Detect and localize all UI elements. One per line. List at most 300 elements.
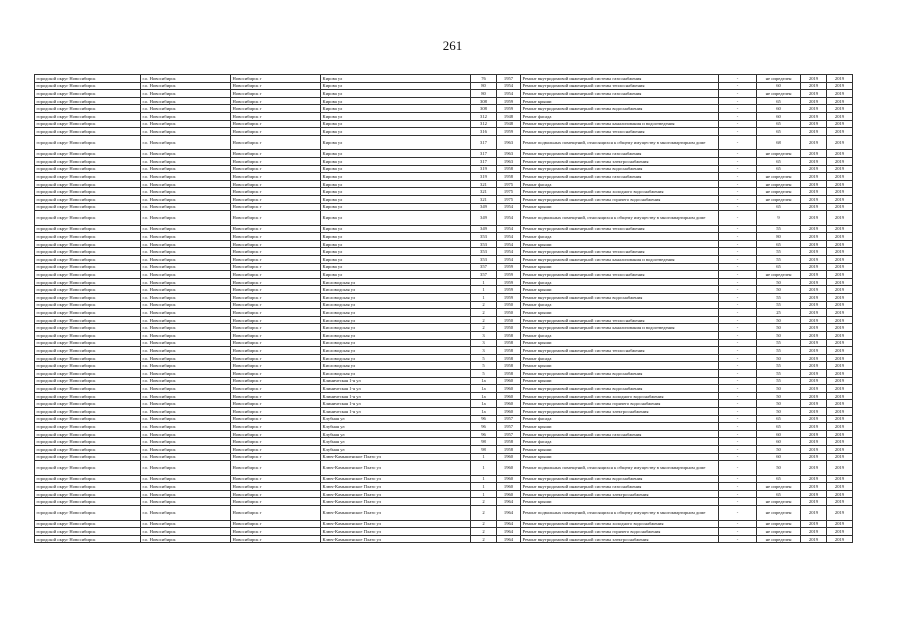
settlement-cell: г.о. Новосибирск (141, 423, 231, 431)
build-year-cell: 1958 (497, 438, 521, 446)
repair-type-cell: Ремонт подвальных помещений, относящихся к общему имуществу в многоквартирном доме (521, 211, 719, 226)
settlement-cell: г.о. Новосибирск (141, 203, 231, 211)
municipality-cell: городской округ Новосибирск (35, 324, 141, 332)
settlement-cell: г.о. Новосибирск (141, 90, 231, 98)
municipality-cell: городской округ Новосибирск (35, 225, 141, 233)
plan-start-cell: 2019 (801, 347, 827, 355)
dash-cell: - (719, 263, 757, 271)
repair-type-cell: Ремонт внутридомовой инженерной системы горячего водоснабжения (521, 195, 719, 203)
build-year-cell: 1958 (497, 445, 521, 453)
plan-end-cell: 2019 (827, 453, 853, 461)
house-number-cell: 96 (471, 423, 497, 431)
street-cell: Кирова ул (321, 233, 471, 241)
plan-start-cell: 2019 (801, 225, 827, 233)
table-row (35, 90, 853, 98)
repair-type-cell: Ремонт фасада (521, 180, 719, 188)
repair-type-cell: Ремонт внутридомовой инженерной системы теплоснабжения (521, 128, 719, 136)
wear-cell: не определен (757, 180, 801, 188)
dash-cell: - (719, 97, 757, 105)
build-year-cell: 1954 (497, 82, 521, 90)
plan-end-cell: 2019 (827, 483, 853, 491)
plan-end-cell: 2019 (827, 128, 853, 136)
municipality-cell: городской округ Новосибирск (35, 112, 141, 120)
city-cell: Новосибирск г (231, 278, 321, 286)
repair-type-cell: Ремонт внутридомовой инженерной системы водоснабжения (521, 475, 719, 483)
build-year-cell: 1958 (497, 332, 521, 340)
house-number-cell: 2 (471, 324, 497, 332)
city-cell: Новосибирск г (231, 301, 321, 309)
repair-type-cell: Ремонт крыши (521, 423, 719, 431)
plan-end-cell: 2019 (827, 195, 853, 203)
plan-end-cell: 2019 (827, 294, 853, 302)
dash-cell: - (719, 498, 757, 506)
repair-type-cell: Ремонт фасада (521, 233, 719, 241)
municipality-cell: городской округ Новосибирск (35, 294, 141, 302)
plan-end-cell: 2019 (827, 490, 853, 498)
table-row (35, 263, 853, 271)
repair-type-cell: Ремонт внутридомовой инженерной системы газоснабжения (521, 90, 719, 98)
city-cell: Новосибирск г (231, 347, 321, 355)
plan-end-cell: 2019 (827, 438, 853, 446)
dash-cell: - (719, 453, 757, 461)
house-number-cell: 317 (471, 135, 497, 150)
wear-cell: 55 (757, 347, 801, 355)
house-number-cell: 317 (471, 150, 497, 158)
house-number-cell: 2 (471, 498, 497, 506)
house-number-cell: 1 (471, 483, 497, 491)
house-number-cell: 349 (471, 211, 497, 226)
repair-type-cell: Ремонт крыши (521, 97, 719, 105)
settlement-cell: г.о. Новосибирск (141, 165, 231, 173)
dash-cell: - (719, 240, 757, 248)
plan-start-cell: 2019 (801, 203, 827, 211)
settlement-cell: г.о. Новосибирск (141, 528, 231, 536)
city-cell: Новосибирск г (231, 97, 321, 105)
dash-cell: - (719, 316, 757, 324)
build-year-cell: 1957 (497, 415, 521, 423)
street-cell: Кирова ул (321, 120, 471, 128)
settlement-cell: г.о. Новосибирск (141, 82, 231, 90)
city-cell: Новосибирск г (231, 309, 321, 317)
wear-cell: 50 (757, 461, 801, 476)
dash-cell: - (719, 324, 757, 332)
plan-end-cell: 2019 (827, 339, 853, 347)
dash-cell: - (719, 301, 757, 309)
street-cell: Кирова ул (321, 165, 471, 173)
repair-type-cell: Ремонт внутридомовой инженерной системы теплоснабжения (521, 316, 719, 324)
table-row (35, 430, 853, 438)
city-cell: Новосибирск г (231, 438, 321, 446)
house-number-cell: 353 (471, 256, 497, 264)
municipality-cell: городской округ Новосибирск (35, 430, 141, 438)
table-row (35, 173, 853, 181)
build-year-cell: 1959 (497, 97, 521, 105)
plan-end-cell: 2019 (827, 188, 853, 196)
plan-start-cell: 2019 (801, 271, 827, 279)
table-row (35, 316, 853, 324)
table-row (35, 120, 853, 128)
plan-start-cell: 2019 (801, 278, 827, 286)
repair-type-cell: Ремонт внутридомовой инженерной системы водоснабжения (521, 105, 719, 113)
city-cell: Новосибирск г (231, 150, 321, 158)
city-cell: Новосибирск г (231, 256, 321, 264)
dash-cell: - (719, 150, 757, 158)
house-number-cell: 3 (471, 347, 497, 355)
plan-start-cell: 2019 (801, 97, 827, 105)
wear-cell: 65 (757, 120, 801, 128)
plan-start-cell: 2019 (801, 461, 827, 476)
street-cell: Кирова ул (321, 105, 471, 113)
table-row (35, 240, 853, 248)
dash-cell: - (719, 461, 757, 476)
plan-end-cell: 2019 (827, 520, 853, 528)
wear-cell: 80 (757, 233, 801, 241)
table-row (35, 233, 853, 241)
repair-type-cell: Ремонт крыши (521, 445, 719, 453)
municipality-cell: городской округ Новосибирск (35, 377, 141, 385)
repair-type-cell: Ремонт внутридомовой инженерной системы холодного водоснабжения (521, 392, 719, 400)
city-cell: Новосибирск г (231, 453, 321, 461)
street-cell: Ключ-Камышенское Плато ул (321, 498, 471, 506)
dash-cell: - (719, 430, 757, 438)
house-number-cell: 2 (471, 535, 497, 543)
city-cell: Новосибирск г (231, 385, 321, 393)
street-cell: Кисловодская ул (321, 369, 471, 377)
street-cell: Кирова ул (321, 90, 471, 98)
city-cell: Новосибирск г (231, 75, 321, 83)
wear-cell: 50 (757, 407, 801, 415)
wear-cell: 65 (757, 490, 801, 498)
repair-schedule-table (34, 74, 853, 543)
city-cell: Новосибирск г (231, 105, 321, 113)
street-cell: Кирова ул (321, 225, 471, 233)
build-year-cell: 1960 (497, 377, 521, 385)
settlement-cell: г.о. Новосибирск (141, 415, 231, 423)
plan-end-cell: 2019 (827, 377, 853, 385)
dash-cell: - (719, 173, 757, 181)
dash-cell: - (719, 203, 757, 211)
plan-start-cell: 2019 (801, 483, 827, 491)
table-row (35, 483, 853, 491)
city-cell: Новосибирск г (231, 377, 321, 385)
house-number-cell: 319 (471, 165, 497, 173)
settlement-cell: г.о. Новосибирск (141, 211, 231, 226)
municipality-cell: городской округ Новосибирск (35, 120, 141, 128)
street-cell: Кирова ул (321, 97, 471, 105)
street-cell: Кисловодская ул (321, 316, 471, 324)
settlement-cell: г.о. Новосибирск (141, 506, 231, 521)
street-cell: Кисловодская ул (321, 339, 471, 347)
city-cell: Новосибирск г (231, 415, 321, 423)
city-cell: Новосибирск г (231, 483, 321, 491)
plan-end-cell: 2019 (827, 82, 853, 90)
municipality-cell: городской округ Новосибирск (35, 400, 141, 408)
street-cell: Клубная ул (321, 415, 471, 423)
wear-cell: 65 (757, 263, 801, 271)
settlement-cell: г.о. Новосибирск (141, 112, 231, 120)
city-cell: Новосибирск г (231, 211, 321, 226)
street-cell: Кисловодская ул (321, 309, 471, 317)
table-row (35, 105, 853, 113)
repair-type-cell: Ремонт крыши (521, 263, 719, 271)
table-row (35, 301, 853, 309)
plan-end-cell: 2019 (827, 423, 853, 431)
plan-end-cell: 2019 (827, 120, 853, 128)
house-number-cell: 1 (471, 490, 497, 498)
wear-cell: 55 (757, 248, 801, 256)
table-row (35, 445, 853, 453)
plan-start-cell: 2019 (801, 316, 827, 324)
settlement-cell: г.о. Новосибирск (141, 233, 231, 241)
plan-start-cell: 2019 (801, 438, 827, 446)
plan-end-cell: 2019 (827, 362, 853, 370)
build-year-cell: 1960 (497, 400, 521, 408)
wear-cell: 55 (757, 301, 801, 309)
plan-start-cell: 2019 (801, 82, 827, 90)
table-row (35, 309, 853, 317)
repair-type-cell: Ремонт фасада (521, 354, 719, 362)
build-year-cell: 1963 (497, 150, 521, 158)
house-number-cell: 5 (471, 354, 497, 362)
house-number-cell: 349 (471, 203, 497, 211)
repair-type-cell: Ремонт внутридомовой инженерной системы теплоснабжения (521, 271, 719, 279)
table-row (35, 490, 853, 498)
house-number-cell: 308 (471, 105, 497, 113)
plan-start-cell: 2019 (801, 354, 827, 362)
city-cell: Новосибирск г (231, 445, 321, 453)
settlement-cell: г.о. Новосибирск (141, 150, 231, 158)
wear-cell: 50 (757, 392, 801, 400)
street-cell: Кисловодская ул (321, 332, 471, 340)
plan-start-cell: 2019 (801, 385, 827, 393)
wear-cell: 65 (757, 97, 801, 105)
plan-start-cell: 2019 (801, 211, 827, 226)
house-number-cell: 98 (471, 438, 497, 446)
plan-end-cell: 2019 (827, 150, 853, 158)
plan-end-cell: 2019 (827, 256, 853, 264)
municipality-cell: городской округ Новосибирск (35, 90, 141, 98)
municipality-cell: городской округ Новосибирск (35, 301, 141, 309)
house-number-cell: 308 (471, 97, 497, 105)
settlement-cell: г.о. Новосибирск (141, 180, 231, 188)
plan-start-cell: 2019 (801, 377, 827, 385)
municipality-cell: городской округ Новосибирск (35, 506, 141, 521)
plan-start-cell: 2019 (801, 339, 827, 347)
city-cell: Новосибирск г (231, 271, 321, 279)
street-cell: Кирова ул (321, 248, 471, 256)
plan-end-cell: 2019 (827, 347, 853, 355)
city-cell: Новосибирск г (231, 188, 321, 196)
plan-end-cell: 2019 (827, 286, 853, 294)
plan-end-cell: 2019 (827, 430, 853, 438)
dash-cell: - (719, 490, 757, 498)
build-year-cell: 1963 (497, 135, 521, 150)
settlement-cell: г.о. Новосибирск (141, 392, 231, 400)
repair-type-cell: Ремонт крыши (521, 203, 719, 211)
build-year-cell: 1954 (497, 256, 521, 264)
repair-type-cell: Ремонт внутридомовой инженерной системы теплоснабжения (521, 82, 719, 90)
street-cell: Клиническая 1-я ул (321, 392, 471, 400)
build-year-cell: 1957 (497, 423, 521, 431)
build-year-cell: 1964 (497, 535, 521, 543)
municipality-cell: городской округ Новосибирск (35, 354, 141, 362)
city-cell: Новосибирск г (231, 461, 321, 476)
build-year-cell: 1954 (497, 248, 521, 256)
wear-cell: 60 (757, 105, 801, 113)
city-cell: Новосибирск г (231, 490, 321, 498)
wear-cell: 25 (757, 309, 801, 317)
table-row (35, 332, 853, 340)
city-cell: Новосибирск г (231, 316, 321, 324)
plan-end-cell: 2019 (827, 407, 853, 415)
house-number-cell: 353 (471, 248, 497, 256)
municipality-cell: городской округ Новосибирск (35, 157, 141, 165)
city-cell: Новосибирск г (231, 423, 321, 431)
street-cell: Клубная ул (321, 438, 471, 446)
city-cell: Новосибирск г (231, 157, 321, 165)
municipality-cell: городской округ Новосибирск (35, 415, 141, 423)
repair-type-cell: Ремонт внутридомовой инженерной системы газоснабжения (521, 75, 719, 83)
dash-cell: - (719, 82, 757, 90)
dash-cell: - (719, 180, 757, 188)
repair-type-cell: Ремонт внутридомовой инженерной системы канализования и водоотведения (521, 256, 719, 264)
wear-cell: 55 (757, 377, 801, 385)
municipality-cell: городской округ Новосибирск (35, 475, 141, 483)
settlement-cell: г.о. Новосибирск (141, 362, 231, 370)
wear-cell: 50 (757, 278, 801, 286)
table-row (35, 324, 853, 332)
house-number-cell: 321 (471, 195, 497, 203)
wear-cell: 60 (757, 438, 801, 446)
repair-type-cell: Ремонт подвальных помещений, относящихся к общему имуществу в многоквартирном доме (521, 135, 719, 150)
municipality-cell: городской округ Новосибирск (35, 248, 141, 256)
city-cell: Новосибирск г (231, 520, 321, 528)
build-year-cell: 1960 (497, 475, 521, 483)
dash-cell: - (719, 369, 757, 377)
city-cell: Новосибирск г (231, 263, 321, 271)
build-year-cell: 1964 (497, 520, 521, 528)
plan-start-cell: 2019 (801, 423, 827, 431)
settlement-cell: г.о. Новосибирск (141, 520, 231, 528)
repair-type-cell: Ремонт внутридомовой инженерной системы водоснабжения (521, 369, 719, 377)
wear-cell: 60 (757, 430, 801, 438)
repair-type-cell: Ремонт внутридомовой инженерной системы водоснабжения (521, 165, 719, 173)
settlement-cell: г.о. Новосибирск (141, 278, 231, 286)
dash-cell: - (719, 286, 757, 294)
dash-cell: - (719, 233, 757, 241)
repair-type-cell: Ремонт фасада (521, 301, 719, 309)
settlement-cell: г.о. Новосибирск (141, 97, 231, 105)
dash-cell: - (719, 415, 757, 423)
build-year-cell: 1948 (497, 112, 521, 120)
plan-start-cell: 2019 (801, 535, 827, 543)
municipality-cell: городской округ Новосибирск (35, 105, 141, 113)
city-cell: Новосибирск г (231, 173, 321, 181)
municipality-cell: городской округ Новосибирск (35, 445, 141, 453)
house-number-cell: 2 (471, 309, 497, 317)
settlement-cell: г.о. Новосибирск (141, 445, 231, 453)
house-number-cell: 357 (471, 263, 497, 271)
settlement-cell: г.о. Новосибирск (141, 271, 231, 279)
plan-end-cell: 2019 (827, 173, 853, 181)
build-year-cell: 1950 (497, 309, 521, 317)
city-cell: Новосибирск г (231, 248, 321, 256)
repair-type-cell: Ремонт крыши (521, 377, 719, 385)
wear-cell: 55 (757, 294, 801, 302)
table-row (35, 354, 853, 362)
table-row (35, 528, 853, 536)
street-cell: Кисловодская ул (321, 354, 471, 362)
street-cell: Кирова ул (321, 135, 471, 150)
city-cell: Новосибирск г (231, 203, 321, 211)
wear-cell: не определен (757, 498, 801, 506)
repair-type-cell: Ремонт внутридомовой инженерной системы электроснабжения (521, 490, 719, 498)
table-row (35, 225, 853, 233)
build-year-cell: 1950 (497, 301, 521, 309)
dash-cell: - (719, 339, 757, 347)
plan-start-cell: 2019 (801, 324, 827, 332)
street-cell: Клиническая 1-я ул (321, 385, 471, 393)
table-row (35, 256, 853, 264)
build-year-cell: 1959 (497, 105, 521, 113)
plan-start-cell: 2019 (801, 75, 827, 83)
build-year-cell: 1975 (497, 195, 521, 203)
plan-start-cell: 2019 (801, 233, 827, 241)
build-year-cell: 1960 (497, 490, 521, 498)
wear-cell: 50 (757, 316, 801, 324)
table-row (35, 128, 853, 136)
table-row (35, 195, 853, 203)
street-cell: Кирова ул (321, 188, 471, 196)
repair-type-cell: Ремонт внутридомовой инженерной системы водоснабжения (521, 385, 719, 393)
build-year-cell: 1954 (497, 90, 521, 98)
city-cell: Новосибирск г (231, 180, 321, 188)
build-year-cell: 1958 (497, 354, 521, 362)
street-cell: Ключ-Камышенское Плато ул (321, 506, 471, 521)
plan-end-cell: 2019 (827, 354, 853, 362)
build-year-cell: 1963 (497, 157, 521, 165)
municipality-cell: городской округ Новосибирск (35, 520, 141, 528)
settlement-cell: г.о. Новосибирск (141, 157, 231, 165)
plan-start-cell: 2019 (801, 362, 827, 370)
street-cell: Кисловодская ул (321, 362, 471, 370)
settlement-cell: г.о. Новосибирск (141, 128, 231, 136)
municipality-cell: городской округ Новосибирск (35, 423, 141, 431)
plan-start-cell: 2019 (801, 369, 827, 377)
city-cell: Новосибирск г (231, 82, 321, 90)
wear-cell: 65 (757, 475, 801, 483)
plan-start-cell: 2019 (801, 332, 827, 340)
settlement-cell: г.о. Новосибирск (141, 188, 231, 196)
repair-type-cell: Ремонт внутридомовой инженерной системы электроснабжения (521, 535, 719, 543)
house-number-cell: 1 (471, 286, 497, 294)
street-cell: Кирова ул (321, 256, 471, 264)
municipality-cell: городской округ Новосибирск (35, 135, 141, 150)
repair-type-cell: Ремонт внутридомовой инженерной системы теплоснабжения (521, 248, 719, 256)
plan-end-cell: 2019 (827, 309, 853, 317)
build-year-cell: 1958 (497, 173, 521, 181)
street-cell: Кирова ул (321, 271, 471, 279)
settlement-cell: г.о. Новосибирск (141, 256, 231, 264)
settlement-cell: г.о. Новосибирск (141, 263, 231, 271)
wear-cell: 65 (757, 203, 801, 211)
build-year-cell: 1959 (497, 128, 521, 136)
municipality-cell: городской округ Новосибирск (35, 188, 141, 196)
plan-end-cell: 2019 (827, 97, 853, 105)
plan-end-cell: 2019 (827, 392, 853, 400)
city-cell: Новосибирск г (231, 506, 321, 521)
settlement-cell: г.о. Новосибирск (141, 385, 231, 393)
